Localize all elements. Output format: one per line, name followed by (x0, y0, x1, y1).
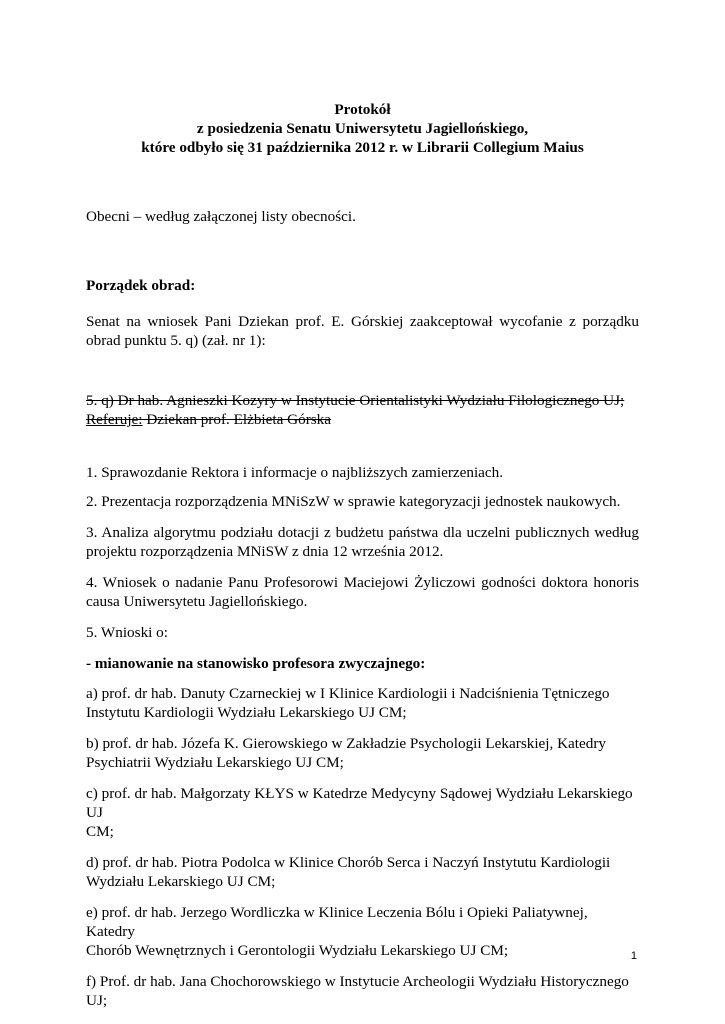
withdrawn-item-line1: 5. q) Dr hab. Agnieszki Kozyry w Instytucie Orientalistyki Wydziału Filologicznego UJ; (86, 392, 625, 409)
document-title-block (86, 100, 639, 157)
page-title: Protokół (334, 101, 391, 118)
withdrawn-referuje-label: Referuje: (86, 411, 143, 428)
withdrawn-referuje-name: Dziekan prof. Elżbieta Górska (142, 411, 332, 428)
subitem-line: a) prof. dr hab. Danuty Czarneckiej w I Klinice Kardiologii i Nadciśnienia Tętniczego (86, 685, 610, 702)
agenda-subheading: - mianowanie na stanowisko profesora zwyczajnego: (86, 655, 426, 672)
agenda-item-2: 2. Prezentacja rozporządzenia MNiSzW w sprawie kategoryzacji jednostek naukowych. (86, 493, 621, 510)
agenda-subitem-d (86, 853, 639, 891)
withdrawn-item-line2 (86, 410, 639, 429)
document-content (86, 100, 639, 1010)
subitem-line: Chorób Wewnętrznych i Gerontologii Wydziału Lekarskiego UJ CM; (86, 942, 509, 959)
subitem-line: Instytutu Kardiologii Wydziału Lekarskiego UJ CM; (86, 704, 407, 721)
agenda-item-1: 1. Sprawozdanie Rektora i informacje o najbliższych zamierzeniach. (86, 464, 504, 481)
subitem-line: c) prof. dr hab. Małgorzaty KŁYS w Katedrze Medycyny Sądowej Wydziału Lekarskiego UJ (86, 785, 633, 821)
subitem-line: b) prof. dr hab. Józefa K. Gierowskiego w Zakładzie Psychologii Lekarskiej, Katedry (86, 735, 607, 752)
subitem-line: Psychiatrii Wydziału Lekarskiego UJ CM; (86, 754, 344, 771)
agenda-subitem-e (86, 903, 639, 960)
subitem-line: e) prof. dr hab. Jerzego Wordliczka w Klinice Leczenia Bólu i Opieki Paliatywnej, Katedry (86, 904, 588, 940)
subitem-line: Wydziału Lekarskiego UJ CM; (86, 873, 276, 890)
agenda-intro: Senat na wniosek Pani Dziekan prof. E. Górskiej zaakceptował wycofanie z porządku obrad punktu 5. q) (zał. nr 1): (86, 313, 639, 349)
subitem-line: d) prof. dr hab. Piotra Podolca w Klinice Chorób Serca i Naczyń Instytutu Kardiologii (86, 854, 611, 871)
agenda-item-3: 3. Analiza algorytmu podziału dotacji z budżetu państwa dla uczelni publicznych według projektu rozporządzenia MNiSW z dnia 12 września 2012. (86, 524, 639, 560)
agenda-subitem-f (86, 972, 639, 1010)
title-subtitle-line2: które odbyło się 31 października 2012 r. w Librarii Collegium Maius (141, 139, 584, 156)
agenda-item-4: 4. Wniosek o nadanie Panu Profesorowi Maciejowi Żyliczowi godności doktora honoris causa Uniwersytetu Jagiellońskiego. (86, 574, 639, 610)
subitem-line: CM; (86, 823, 114, 840)
page-number: 1 (630, 950, 637, 962)
agenda-heading: Porządek obrad: (86, 277, 196, 294)
agenda-subitem-a (86, 684, 639, 722)
title-subtitle-line1: z posiedzenia Senatu Uniwersytetu Jagiellońskiego, (196, 120, 529, 137)
agenda-subitem-c (86, 784, 639, 841)
agenda-subitem-b (86, 734, 639, 772)
withdrawn-item (86, 391, 639, 429)
attendance-note: Obecni – według załączonej listy obecności. (86, 208, 356, 225)
subitem-line: f) Prof. dr hab. Jana Chochorowskiego w Instytucie Archeologii Wydziału Historycznego UJ; (86, 973, 629, 1009)
agenda-item-5: 5. Wnioski o: (86, 624, 168, 641)
